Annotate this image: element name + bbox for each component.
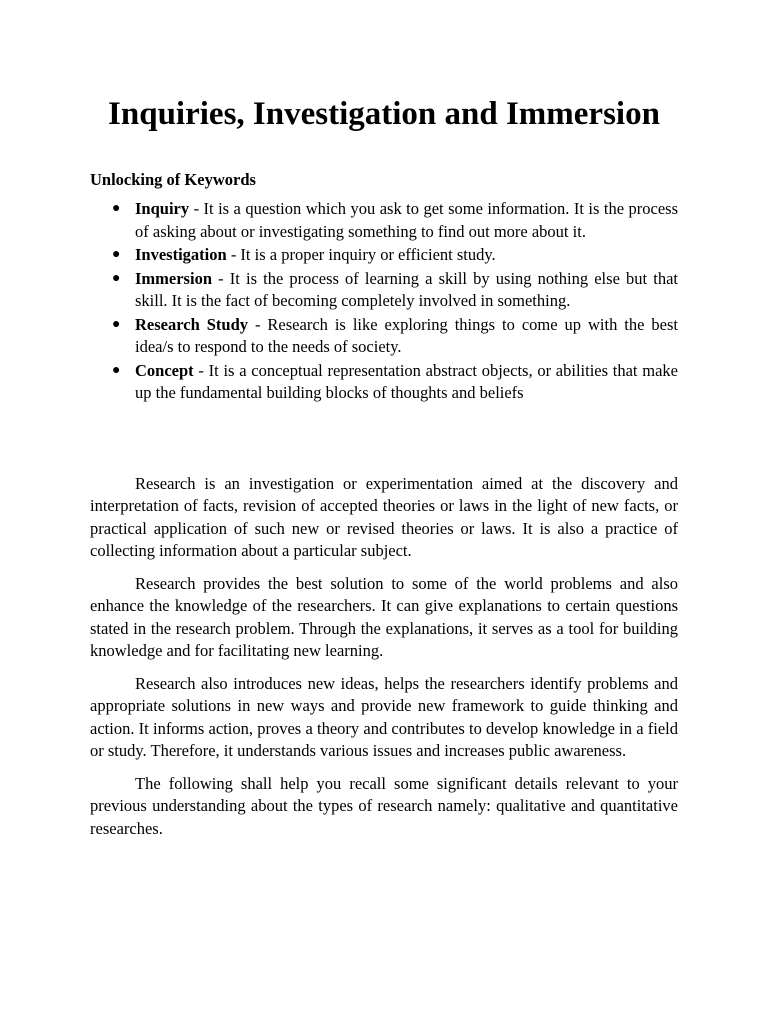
bullet-icon: ●	[112, 270, 121, 286]
bullet-icon: ●	[112, 316, 121, 332]
keyword-definition: - It is a proper inquiry or efficient study.	[226, 245, 496, 264]
section-heading: Unlocking of Keywords	[90, 170, 256, 189]
paragraph: Research is an investigation or experimentation aimed at the discovery and interpretation of facts, revision of accepted theories or laws in the light of new facts, or practical application of such new or revised theories or laws. It is also a practice of collecting information about a particular subject.	[90, 473, 678, 560]
keyword-term: Inquiry	[135, 199, 190, 218]
keyword-term: Investigation	[135, 245, 227, 264]
keyword-item-investigation	[90, 244, 678, 267]
keyword-definition: - It is a question which you ask to get some information. It is the process of asking about or investigating something to find out more about it.	[135, 199, 678, 241]
keyword-term: Concept	[135, 360, 194, 380]
keyword-term: Immersion	[135, 268, 212, 288]
keyword-definition: - Research is like exploring things to come up with the best idea/s to respond to the needs of society.	[135, 314, 678, 356]
keyword-definition: - It is a conceptual representation abstract objects, or abilities that make up the fundamental building blocks of thoughts and beliefs	[135, 360, 678, 402]
keyword-item-inquiry	[90, 198, 678, 243]
keyword-term: Research Study	[135, 314, 248, 334]
bullet-icon: ●	[112, 362, 121, 378]
keyword-item-concept	[90, 360, 678, 405]
bullet-icon: ●	[112, 247, 121, 262]
keyword-item-immersion	[90, 268, 678, 313]
page-title: Inquiries, Investigation and Immersion	[108, 96, 660, 132]
paragraph: The following shall help you recall some significant details relevant to your previous understanding about the types of research namely: qualitative and quantitative researches.	[90, 773, 678, 838]
keyword-item-research-study	[90, 314, 678, 359]
keyword-definition: - It is the process of learning a skill by using nothing else but that skill. It is the fact of becoming completely involved in something.	[135, 268, 678, 310]
paragraph: Research provides the best solution to some of the world problems and also enhance the knowledge of the researchers. It can give explanations to certain questions stated in the research problem. Through the explanations, it serves as a tool for building knowledge and for facilitating new learning.	[90, 573, 678, 660]
paragraph: Research also introduces new ideas, helps the researchers identify problems and appropriate solutions in new ways and provide new framework to guide thinking and action. It informs action, proves a theory and contributes to develop knowledge in a field or study. Therefore, it understands various issues and increases public awareness.	[90, 673, 678, 760]
keyword-list	[90, 198, 678, 405]
body-text	[90, 473, 678, 841]
bullet-icon: ●	[112, 201, 121, 216]
